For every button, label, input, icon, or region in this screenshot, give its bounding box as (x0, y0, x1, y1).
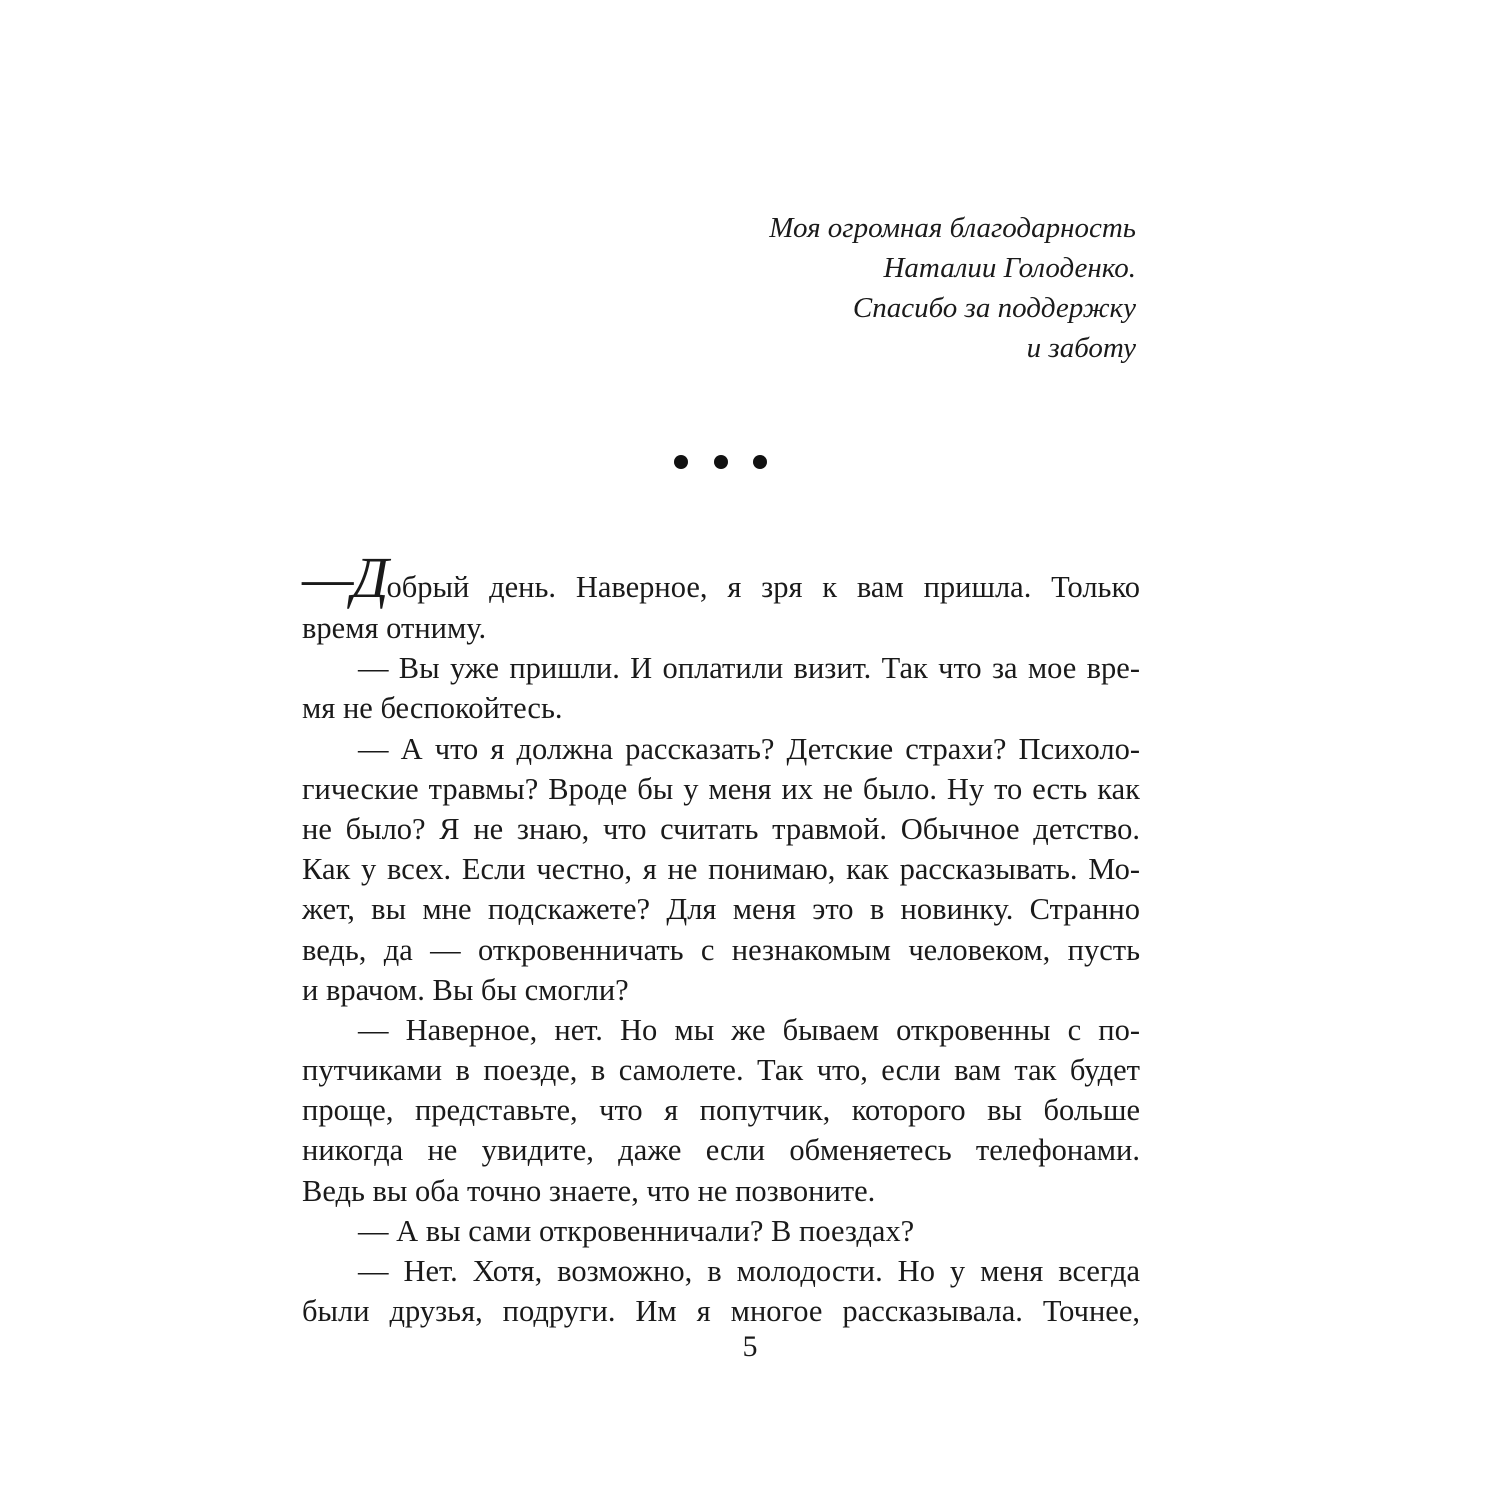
dedication-line: Спасибо за поддержку (852, 292, 1136, 324)
text-line: — Наверное, нет. Но мы же бываем откровенны с по- (358, 1012, 1140, 1047)
text-line: никогда не увидите, даже если обменяетесь телефонами. (302, 1133, 1140, 1168)
text-line: — А вы сами откровенничали? В поездах? (358, 1213, 915, 1248)
text-line: жет, вы мне подскажете? Для меня это в новинку. Странно (302, 892, 1140, 927)
text-line: проще, представьте, что я попутчик, которого вы больше (302, 1093, 1140, 1128)
text-line: — А что я должна рассказать? Детские страхи? Психоло- (358, 731, 1140, 766)
text-line (302, 545, 1140, 610)
dedication-line: Моя огромная благодарность (769, 212, 1136, 244)
text-line: ведь, да — откровенничать с незнакомым человеком, пусть (302, 932, 1140, 967)
section-separator (672, 450, 772, 474)
text-line: Как у всех. Если честно, я не понимаю, как рассказывать. Мо- (302, 852, 1140, 887)
page-number: 5 (742, 1330, 758, 1363)
text-line: — Нет. Хотя, возможно, в молодости. Но у меня всегда (358, 1254, 1140, 1288)
separator-dot (714, 455, 728, 469)
text-line: путчиками в поезде, в самолете. Так что, если вам так будет (302, 1053, 1140, 1088)
text-line: время отниму. (302, 611, 487, 645)
dedication-line: Наталии Голоденко. (883, 252, 1136, 284)
drop-cap: —Д (302, 545, 387, 610)
text-line: и врачом. Вы бы смогли? (302, 972, 629, 1007)
dedication-line: и заботу (1026, 332, 1136, 364)
text-line: были друзья, подруги. Им я многое рассказывала. Точнее, (302, 1294, 1140, 1329)
separator-dot (674, 455, 688, 469)
text-line: мя не беспокойтесь. (302, 691, 563, 726)
dedication (769, 208, 1136, 368)
text-line-content: обрый день. Наверное, я зря к вам пришла. Только (386, 570, 1140, 604)
separator-dot (753, 455, 767, 469)
text-line: не было? Я не знаю, что считать травмой. Обычное детство. (302, 811, 1140, 846)
text-line: — Вы уже пришли. И оплатили визит. Так что за мое вре- (358, 651, 1140, 686)
text-line: гические травмы? Вроде бы у меня их не было. Ну то есть как (302, 771, 1140, 806)
chapter-text (302, 545, 1140, 1331)
text-line: Ведь вы оба точно знаете, что не позвоните. (302, 1173, 876, 1208)
